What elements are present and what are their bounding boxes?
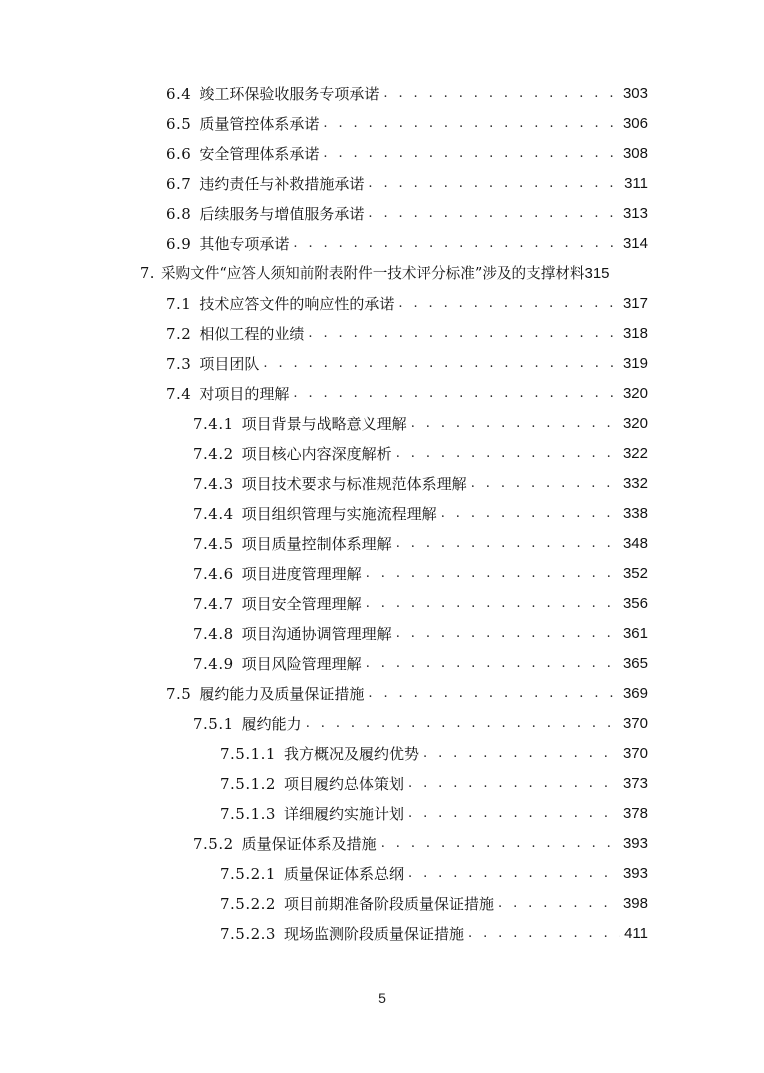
toc-number: 7.5.1.1 <box>220 745 276 763</box>
toc-title: 项目沟通协调管理理解 <box>241 625 392 643</box>
toc-title: 项目前期准备阶段质量保证措施 <box>283 895 494 913</box>
toc-entry-7-4-8[interactable] <box>193 620 648 648</box>
toc-title: 项目组织管理与实施流程理解 <box>241 505 437 523</box>
toc-leader <box>408 860 619 888</box>
toc-title: 项目履约总体策划 <box>283 775 404 793</box>
toc-page-number: 320 <box>622 415 648 432</box>
toc-leader <box>471 470 619 498</box>
toc-leader <box>396 530 619 558</box>
toc-entry-7-5-2-3[interactable] <box>220 920 648 948</box>
toc-entry-7-5-1-1[interactable] <box>220 740 648 768</box>
toc-number: 7. <box>140 265 155 282</box>
toc-page-number: 338 <box>622 505 648 522</box>
toc-entry-7-4[interactable] <box>166 380 648 408</box>
toc-leader <box>366 590 619 618</box>
toc-number: 7.4.1 <box>193 415 234 433</box>
toc-entry-6-8[interactable] <box>166 200 648 228</box>
toc-leader <box>293 230 619 258</box>
toc-title: 项目风险管理理解 <box>241 655 362 673</box>
toc-page-number: 398 <box>622 895 648 912</box>
toc-leader <box>383 80 619 108</box>
toc-number: 7.5.2 <box>193 835 234 853</box>
toc-page-number: 370 <box>622 745 648 762</box>
toc-entry-6-9[interactable] <box>166 230 648 258</box>
toc-leader <box>368 200 619 228</box>
toc-page-number: 322 <box>622 445 648 462</box>
toc-page-number: 311 <box>624 175 648 192</box>
toc-page-number: 393 <box>622 865 648 882</box>
toc-page-number: 315 <box>584 265 610 282</box>
toc-page-number: 306 <box>622 115 648 132</box>
toc-title: 质量保证体系及措施 <box>241 835 377 853</box>
toc-title: 详细履约实施计划 <box>283 805 404 823</box>
toc-entry-7-4-4[interactable] <box>193 500 648 528</box>
toc-entry-7-5-2[interactable] <box>193 830 648 858</box>
toc-number: 6.6 <box>166 145 192 163</box>
toc-title: 项目背景与战略意义理解 <box>241 415 407 433</box>
toc-number: 7.5.1.2 <box>220 775 276 793</box>
toc-leader <box>468 920 620 948</box>
toc-leader <box>323 140 619 168</box>
toc-number: 6.9 <box>166 235 192 253</box>
toc-page-number: 314 <box>622 235 648 252</box>
toc-title: 项目团队 <box>199 355 260 373</box>
toc-title: 质量管控体系承诺 <box>199 115 320 133</box>
toc-leader <box>306 710 619 738</box>
toc-leader <box>368 170 620 198</box>
toc-leader <box>396 440 619 468</box>
toc-number: 7.4.2 <box>193 445 234 463</box>
toc-page-number: 308 <box>622 145 648 162</box>
toc-leader <box>423 740 619 768</box>
toc-entry-6-4[interactable] <box>166 80 648 108</box>
toc-number: 7.1 <box>166 295 192 313</box>
toc-leader <box>498 890 619 918</box>
toc-entry-7-4-9[interactable] <box>193 650 648 678</box>
toc-title: 技术应答文件的响应性的承诺 <box>199 295 395 313</box>
toc-entry-7-4-5[interactable] <box>193 530 648 558</box>
toc-page-number: 378 <box>622 805 648 822</box>
toc-page-number: 317 <box>622 295 648 312</box>
toc-number: 7.4 <box>166 385 192 403</box>
toc-page-number: 373 <box>622 775 648 792</box>
toc-title: 竣工环保验收服务专项承诺 <box>199 85 380 103</box>
toc-number: 7.4.6 <box>193 565 234 583</box>
toc-entry-7-5-2-2[interactable] <box>220 890 648 918</box>
toc-title: 项目进度管理理解 <box>241 565 362 583</box>
toc-leader <box>293 380 619 408</box>
toc-leader <box>411 410 619 438</box>
toc-entry-6-5[interactable] <box>166 110 648 138</box>
toc-leader <box>366 560 619 588</box>
toc-number: 7.5.1 <box>193 715 234 733</box>
toc-entry-7-5-1-3[interactable] <box>220 800 648 828</box>
toc-number: 7.3 <box>166 355 192 373</box>
toc-title: 质量保证体系总纲 <box>283 865 404 883</box>
toc-number: 7.4.8 <box>193 625 234 643</box>
toc-page-number: 318 <box>622 325 648 342</box>
toc-number: 6.7 <box>166 175 192 193</box>
toc-page-number: 356 <box>622 595 648 612</box>
toc-entry-7-3[interactable] <box>166 350 648 378</box>
toc-number: 7.2 <box>166 325 192 343</box>
toc-entry-7-4-1[interactable] <box>193 410 648 438</box>
toc-entry-7-4-7[interactable] <box>193 590 648 618</box>
toc-page-number: 352 <box>622 565 648 582</box>
toc-page-number: 332 <box>622 475 648 492</box>
toc-entry-6-7[interactable] <box>166 170 648 198</box>
toc-page-number: 369 <box>622 685 648 702</box>
toc-page-number: 348 <box>622 535 648 552</box>
toc-entry-7-5-1-2[interactable] <box>220 770 648 798</box>
toc-page-number: 370 <box>622 715 648 732</box>
toc-leader <box>323 110 619 138</box>
toc-page-number: 303 <box>622 85 648 102</box>
toc-entry-7-2[interactable] <box>166 320 648 348</box>
toc-page-number: 319 <box>622 355 648 372</box>
toc-title: 项目技术要求与标准规范体系理解 <box>241 475 467 493</box>
toc-entry-7[interactable] <box>140 260 648 288</box>
toc-number: 7.4.5 <box>193 535 234 553</box>
toc-title: 项目安全管理理解 <box>241 595 362 613</box>
toc-leader <box>308 320 619 348</box>
toc-title: 项目质量控制体系理解 <box>241 535 392 553</box>
toc-title: 其他专项承诺 <box>199 235 290 253</box>
toc-title: 履约能力 <box>241 715 302 733</box>
toc-leader <box>368 680 619 708</box>
toc-page-number: 320 <box>622 385 648 402</box>
toc-number: 7.5.2.2 <box>220 895 276 913</box>
toc-entry-7-4-3[interactable] <box>193 470 648 498</box>
toc-number: 7.4.7 <box>193 595 234 613</box>
toc-title: 履约能力及质量保证措施 <box>199 685 365 703</box>
toc-entry-7-1[interactable] <box>166 290 648 318</box>
toc-number: 7.4.3 <box>193 475 234 493</box>
page-number-footer: 5 <box>378 990 386 1006</box>
toc-title: 项目核心内容深度解析 <box>241 445 392 463</box>
toc-leader <box>441 500 619 528</box>
toc-number: 6.4 <box>166 85 192 103</box>
toc-title: 违约责任与补救措施承诺 <box>199 175 365 193</box>
toc-title: 我方概况及履约优势 <box>283 745 419 763</box>
toc-title: 对项目的理解 <box>199 385 290 403</box>
toc-page-number: 393 <box>622 835 648 852</box>
toc-page-number: 411 <box>624 925 648 942</box>
toc-number: 7.5.2.3 <box>220 925 276 943</box>
toc-entry-7-4-6[interactable] <box>193 560 648 588</box>
toc-entry-7-5[interactable] <box>166 680 648 708</box>
toc-title: 现场监测阶段质量保证措施 <box>283 925 464 943</box>
toc-number: 7.4.4 <box>193 505 234 523</box>
toc-leader <box>396 620 619 648</box>
toc-title: 后续服务与增值服务承诺 <box>199 205 365 223</box>
toc-number: 7.5.2.1 <box>220 865 276 883</box>
toc-title: 采购文件“应答人须知前附表附件一技术评分标准”涉及的支撑材料 <box>160 265 585 282</box>
toc-number: 7.5.1.3 <box>220 805 276 823</box>
toc-entry-7-4-2[interactable] <box>193 440 648 468</box>
toc-page-number: 365 <box>622 655 648 672</box>
toc-leader <box>366 650 619 678</box>
toc-page-number: 361 <box>622 625 648 642</box>
toc-number: 7.5 <box>166 685 192 703</box>
toc-entry-6-6[interactable] <box>166 140 648 168</box>
toc-entry-7-5-2-1[interactable] <box>220 860 648 888</box>
toc-leader <box>408 770 619 798</box>
toc-leader <box>408 800 619 828</box>
toc-number: 7.4.9 <box>193 655 234 673</box>
toc-leader <box>263 350 619 378</box>
toc-entry-7-5-1[interactable] <box>193 710 648 738</box>
toc-page-number: 313 <box>622 205 648 222</box>
toc-title: 相似工程的业绩 <box>199 325 305 343</box>
toc-leader <box>398 290 619 318</box>
toc-number: 6.5 <box>166 115 192 133</box>
toc-title: 安全管理体系承诺 <box>199 145 320 163</box>
toc-number: 6.8 <box>166 205 192 223</box>
toc-leader <box>381 830 619 858</box>
